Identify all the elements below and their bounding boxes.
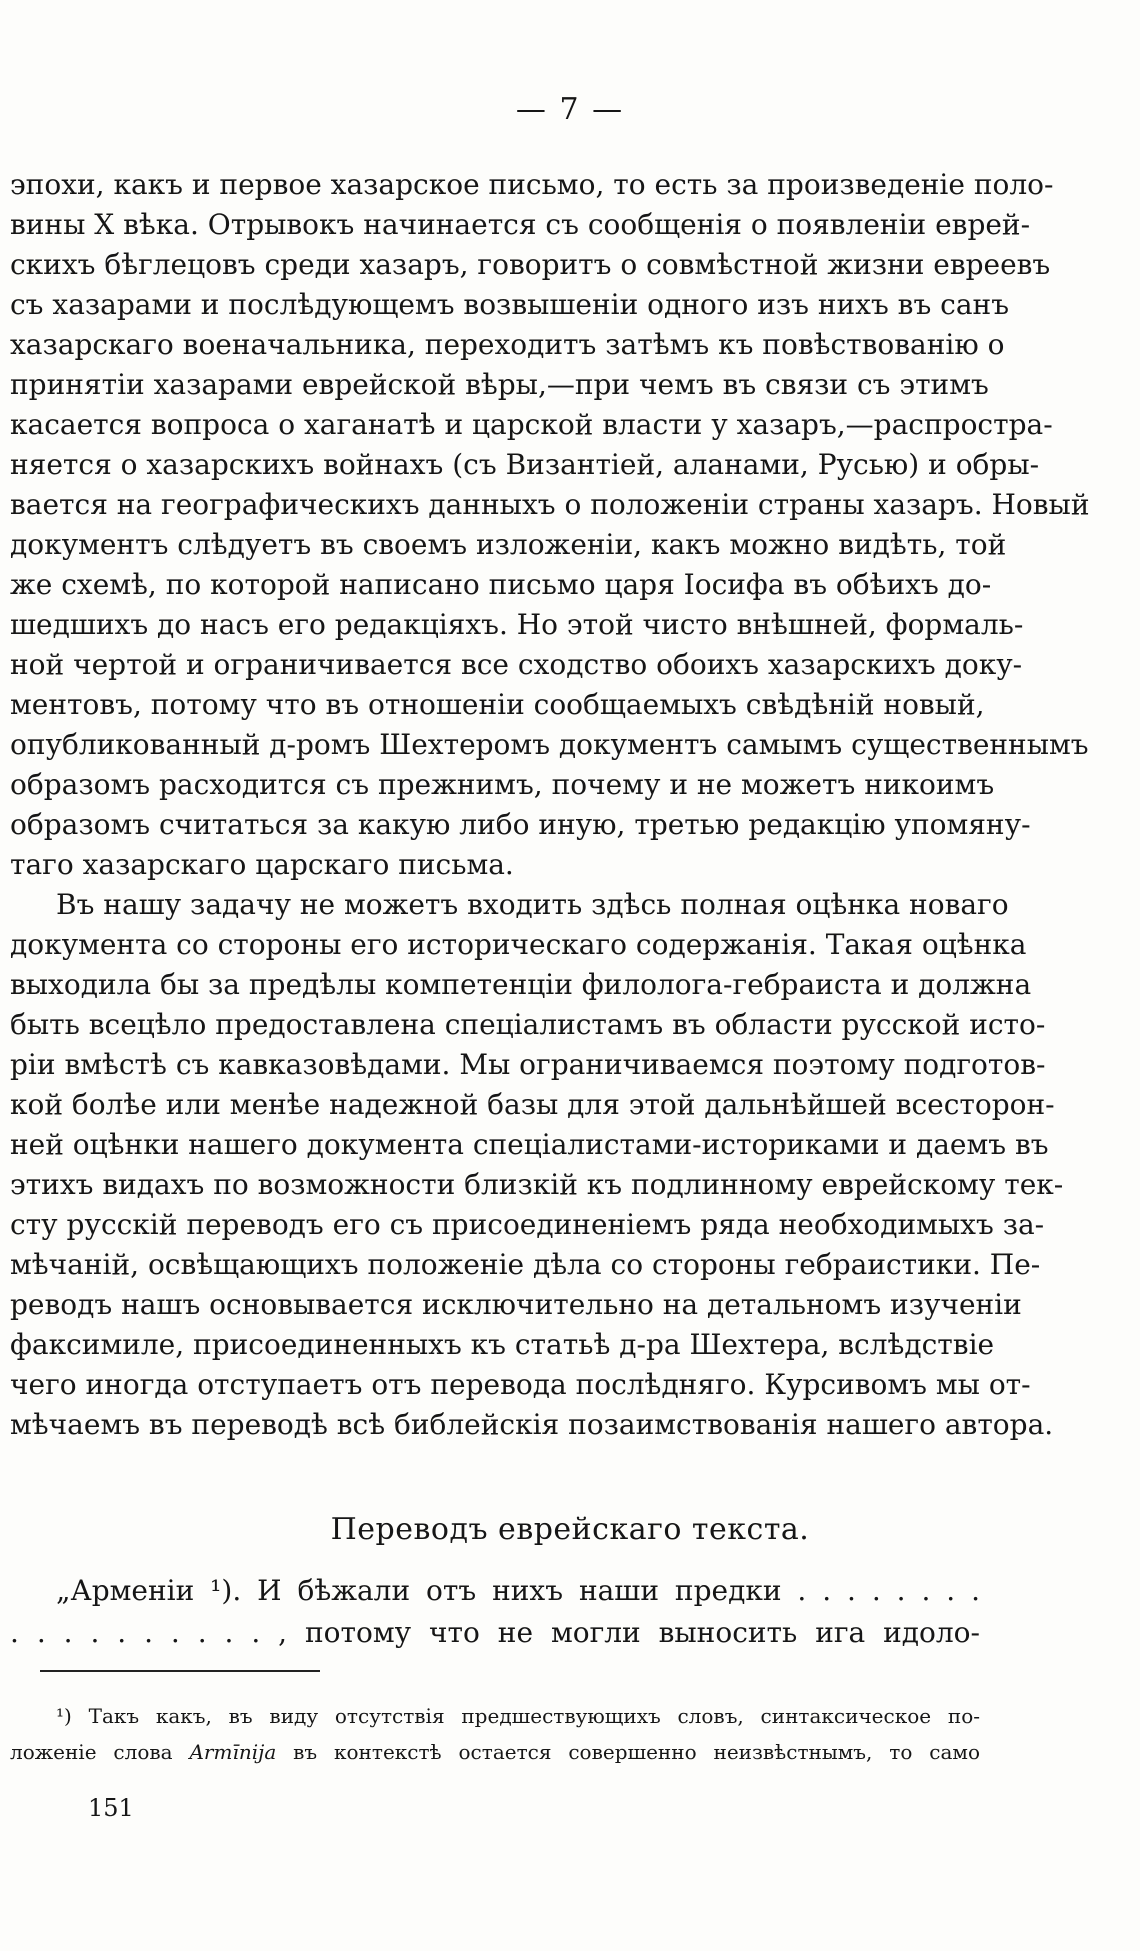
text-line: опубликованный д-ромъ Шехтеромъ документъ самымъ существеннымъ (10, 728, 1089, 761)
text-line: хазарскаго военачальника, переходитъ затѣмъ къ повѣствованiю о (10, 328, 1005, 361)
text-line: съ хазарами и послѣдующемъ возвышенiи одного изъ нихъ въ санъ (10, 288, 1010, 321)
text-line: чего иногда отступаетъ отъ перевода послѣдняго. Курсивомъ мы от- (10, 1368, 1031, 1401)
text-line: таго хазарскаго царскаго письма. (10, 848, 514, 881)
text-line: „Арменiи ¹). И бѣжали отъ нихъ наши предки . . . . . . . . (56, 1574, 980, 1607)
text-line: документа со стороны его историческаго содержанiя. Такая оцѣнка (10, 928, 1027, 961)
text-line: образомъ считаться за какую либо иную, третью редакцiю упомяну- (10, 808, 1031, 841)
text-line: Въ нашу задачу не можетъ входить здѣсь полная оцѣнка новаго (56, 888, 1009, 921)
text-line: выходила бы за предѣлы компетенцiи филолога-гебраиста и должна (10, 968, 1032, 1001)
text-line: документъ слѣдуетъ въ своемъ изложенiи, какъ можно видѣть, той (10, 528, 1007, 561)
text-line: ной чертой и ограничивается все сходство обоихъ хазарскихъ доку- (10, 648, 1023, 681)
footnote-line: ¹) Такъ какъ, въ виду отсутствiя предшествующихъ словъ, синтаксическое по- (56, 1704, 980, 1728)
text-line: кой болѣе или менѣе надежной базы для этой дальнѣйшей всесторон- (10, 1088, 1055, 1121)
text-line: сту русскiй переводъ его съ присоединенiемъ ряда необходимыхъ за- (10, 1208, 1045, 1241)
text-line: ней оцѣнки нашего документа спецiалистами-историками и даемъ въ (10, 1128, 1049, 1161)
text-line: факсимиле, присоединенныхъ къ статьѣ д-ра Шехтера, вслѣдствiе (10, 1328, 995, 1361)
text-line: шедшихъ до насъ его редакцiяхъ. Но этой чисто внѣшней, формаль- (10, 608, 1024, 641)
text-line: няется о хазарскихъ войнахъ (съ Византiей, аланами, Русью) и обры- (10, 448, 1040, 481)
text-line: образомъ расходится съ прежнимъ, почему и не можетъ никоимъ (10, 768, 995, 801)
text-line: вины X вѣка. Отрывокъ начинается съ сообщенiя о появленiи еврей- (10, 208, 1031, 241)
text-line: мѣчаемъ въ переводѣ всѣ библейскiя позаимствованiя нашего автора. (10, 1408, 1054, 1441)
text-line: принятiи хазарами еврейской вѣры,—при чемъ въ связи съ этимъ (10, 368, 989, 401)
text-line: рiи вмѣстѣ съ кавказовѣдами. Мы ограничиваемся поэтому подготов- (10, 1048, 1046, 1081)
printer-signature: 151 (88, 1794, 134, 1822)
text-line: касается вопроса о хаганатѣ и царской власти у хазаръ,—распростра- (10, 408, 1053, 441)
translation-text (10, 1570, 980, 1654)
footnote-text: въ контекстѣ остается совершенно неизвѣстнымъ, то само (276, 1740, 981, 1764)
footnote-divider (40, 1670, 320, 1672)
text-line: же схемѣ, по которой написано письмо царя Iосифа въ обѣихъ до- (10, 568, 992, 601)
text-line: мѣчанiй, освѣщающихъ положенiе дѣла со стороны гебраистики. Пе- (10, 1248, 1041, 1281)
section-heading: Переводъ еврейскаго текста. (330, 1512, 810, 1547)
text-line: . . . . . . . . . . , потому что не могли выносить ига идоло- (10, 1616, 980, 1649)
page-number: — 7 — (515, 92, 625, 127)
text-line: быть всецѣло предоставлена спецiалистамъ въ области русской исто- (10, 1008, 1046, 1041)
footnote-italic-term: Armīnija (189, 1740, 277, 1764)
text-line: эпохи, какъ и первое хазарское письмо, то есть за произведенiе поло- (10, 168, 1054, 201)
footnote-line (10, 1734, 980, 1770)
footnote (10, 1698, 980, 1770)
text-line: реводъ нашъ основывается исключительно на детальномъ изученiи (10, 1288, 1022, 1321)
text-line: вается на географическихъ данныхъ о положенiи страны хазаръ. Новый (10, 488, 1090, 521)
text-line: ментовъ, потому что въ отношенiи сообщаемыхъ свѣдѣнiй новый, (10, 688, 985, 721)
footnote-text: ложенiе слова (10, 1740, 190, 1764)
body-text (10, 165, 1090, 1445)
text-line: скихъ бѣглецовъ среди хазаръ, говоритъ о совмѣстной жизни евреевъ (10, 248, 1051, 281)
text-line: этихъ видахъ по возможности близкiй къ подлинному еврейскому тек- (10, 1168, 1064, 1201)
